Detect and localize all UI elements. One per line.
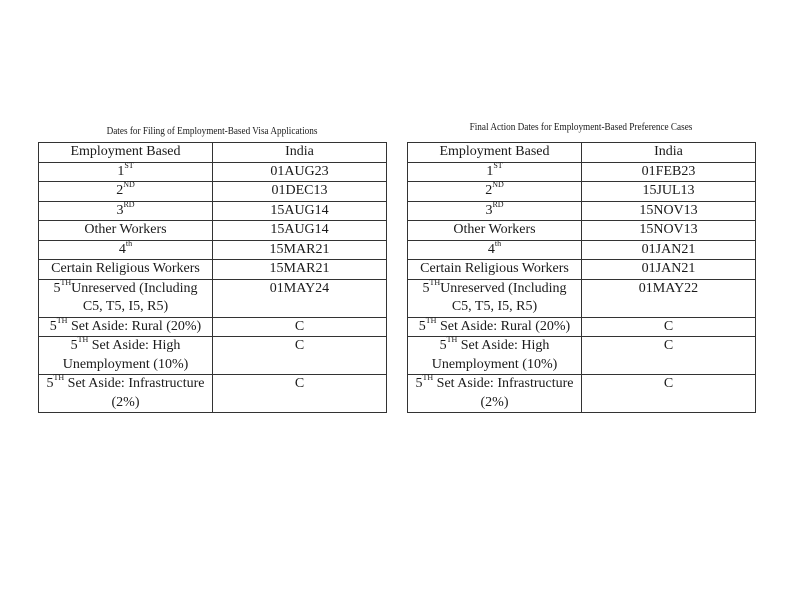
date-cell: 15JUL13 <box>582 182 756 202</box>
dates-for-filing-table <box>38 142 387 413</box>
final-action-dates-panel <box>407 122 755 413</box>
category-cell: 5TH Set Aside: High Unemployment (10%) <box>39 337 213 375</box>
table-row <box>39 260 387 280</box>
table-row <box>408 260 756 280</box>
header-row <box>408 143 756 163</box>
table-row <box>39 337 387 375</box>
category-cell: 5THUnreserved (Including C5, T5, I5, R5) <box>39 279 213 317</box>
category-cell: Certain Religious Workers <box>39 260 213 280</box>
date-cell: C <box>582 375 756 413</box>
category-cell: 5TH Set Aside: Rural (20%) <box>39 317 213 337</box>
date-cell: 01AUG23 <box>213 162 387 182</box>
table-row <box>39 201 387 221</box>
category-cell: Other Workers <box>408 221 582 241</box>
header-row <box>39 143 387 163</box>
table-row <box>39 375 387 413</box>
table-row <box>408 375 756 413</box>
date-cell: 15MAR21 <box>213 240 387 260</box>
date-cell: 15AUG14 <box>213 221 387 241</box>
category-cell: Certain Religious Workers <box>408 260 582 280</box>
table-row <box>408 279 756 317</box>
table-row <box>39 240 387 260</box>
table-caption: Final Action Dates for Employment-Based Preference Cases <box>469 122 693 133</box>
category-cell: 2ND <box>39 182 213 202</box>
category-cell: 4th <box>39 240 213 260</box>
dates-for-filing-panel <box>38 126 386 413</box>
date-cell: C <box>213 337 387 375</box>
date-cell: C <box>582 337 756 375</box>
table-row <box>39 317 387 337</box>
table-row <box>408 337 756 375</box>
date-cell: 01JAN21 <box>582 260 756 280</box>
column-header-country: India <box>213 143 387 163</box>
category-cell: 5THUnreserved (Including C5, T5, I5, R5) <box>408 279 582 317</box>
category-cell: 5TH Set Aside: Infrastructure (2%) <box>408 375 582 413</box>
category-cell: 3RD <box>39 201 213 221</box>
category-cell: 5TH Set Aside: High Unemployment (10%) <box>408 337 582 375</box>
table-row <box>408 221 756 241</box>
column-header-category: Employment Based <box>39 143 213 163</box>
final-action-dates-table <box>407 142 756 413</box>
table-row <box>408 201 756 221</box>
table-caption: Dates for Filing of Employment-Based Visa Applications <box>106 126 318 137</box>
date-cell: 01FEB23 <box>582 162 756 182</box>
category-cell: 2ND <box>408 182 582 202</box>
date-cell: 15AUG14 <box>213 201 387 221</box>
category-cell: 4th <box>408 240 582 260</box>
table-row <box>408 240 756 260</box>
date-cell: 15NOV13 <box>582 201 756 221</box>
date-cell: 01MAY24 <box>213 279 387 317</box>
category-cell: 5TH Set Aside: Rural (20%) <box>408 317 582 337</box>
category-cell: Other Workers <box>39 221 213 241</box>
column-header-country: India <box>582 143 756 163</box>
date-cell: 01MAY22 <box>582 279 756 317</box>
table-row <box>408 162 756 182</box>
date-cell: C <box>213 375 387 413</box>
table-row <box>39 162 387 182</box>
date-cell: C <box>582 317 756 337</box>
table-row <box>39 221 387 241</box>
date-cell: 01DEC13 <box>213 182 387 202</box>
table-row <box>39 182 387 202</box>
column-header-category: Employment Based <box>408 143 582 163</box>
date-cell: 01JAN21 <box>582 240 756 260</box>
table-row <box>408 182 756 202</box>
table-row <box>39 279 387 317</box>
date-cell: 15MAR21 <box>213 260 387 280</box>
category-cell: 1ST <box>39 162 213 182</box>
category-cell: 1ST <box>408 162 582 182</box>
date-cell: 15NOV13 <box>582 221 756 241</box>
table-row <box>408 317 756 337</box>
category-cell: 3RD <box>408 201 582 221</box>
category-cell: 5TH Set Aside: Infrastructure (2%) <box>39 375 213 413</box>
date-cell: C <box>213 317 387 337</box>
